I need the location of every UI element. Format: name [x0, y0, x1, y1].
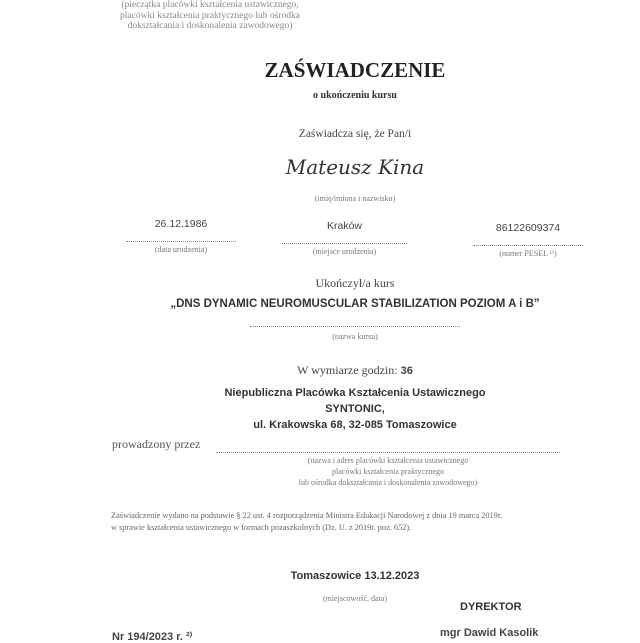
institution-short: SYNTONIC, [325, 403, 385, 415]
stamp-caption-line: placówki kształcenia praktycznego lub ośrodka [120, 10, 300, 21]
conducted-by-label: prowadzony przez [112, 437, 201, 451]
institution-caption-line: placówki kształcenia praktycznego [332, 467, 444, 476]
name-caption: (imię/imiona i nazwisko) [314, 194, 396, 203]
pesel: 86122609374 [495, 222, 561, 234]
birth-date: 26.12.1986 [154, 218, 208, 230]
director-title: DYREKTOR [460, 601, 522, 613]
certifies-text: Zaświadcza się, że Pan/i [298, 128, 412, 140]
hours-value: 36 [400, 365, 413, 377]
pesel-caption: (numer PESEL ¹⁾) [499, 249, 557, 258]
legal-basis-line: Zaświadczenie wydano na podstawie § 22 ust. 4 rozporządzenia Ministra Edukacji Narodowej z dnia 19 marca 2019r. [111, 511, 503, 520]
director-name: mgr Dawid Kasolik [440, 627, 539, 639]
place-date: Tomaszowice 13.12.2023 [290, 570, 420, 582]
legal-basis [111, 510, 611, 534]
dotted-line [126, 241, 236, 242]
place-date-caption: (miejscowość, data) [323, 594, 387, 603]
institution-name: Niepubliczna Placówka Kształcenia Ustawicznego [224, 387, 486, 399]
stamp-caption-line: (pieczątka placówki kształcenia ustawicznego, [121, 0, 299, 10]
document-subtitle: o ukończeniu kursu [313, 90, 397, 101]
stamp-caption [80, 0, 340, 32]
dotted-line [282, 243, 407, 244]
birth-place-caption: (miejsce urodzenia) [312, 247, 377, 256]
person-name: Mateusz Kina [285, 155, 425, 179]
stamp-caption-line: dokształcania i doskonalenia zawodowego) [127, 21, 293, 31]
course-name: „DNS DYNAMIC NEUROMUSCULAR STABILIZATION POZIOM A i B” [170, 298, 540, 310]
birth-place: Kraków [326, 220, 362, 232]
institution-address: ul. Krakowska 68, 32-085 Tomaszowice [253, 419, 457, 431]
course-caption: (nazwa kursu) [332, 332, 378, 341]
institution-caption-line: lub ośrodka dokształcania i doskonalenia zawodowego) [298, 478, 478, 487]
dotted-line [250, 326, 460, 327]
document-title: ZAŚWIADCZENIE [264, 58, 446, 82]
dotted-line [473, 245, 583, 246]
dotted-line [216, 452, 560, 453]
institution-caption-line: (nazwa i adres placówki kształcenia ustawicznego [307, 456, 469, 465]
hours-label: W wymiarze godzin: [297, 363, 398, 377]
completed-text: Ukończył/a kurs [315, 276, 395, 290]
institution-caption [216, 455, 560, 488]
legal-basis-line: w sprawie kształcenia ustawicznego w formach pozaszkolnych (Dz. U. z 2019r. poz. 652). [111, 523, 412, 532]
birth-date-caption: (data urodzenia) [154, 245, 208, 254]
certificate-number: Nr 194/2023 r. ²⁾ [112, 631, 193, 643]
hours [0, 363, 640, 378]
